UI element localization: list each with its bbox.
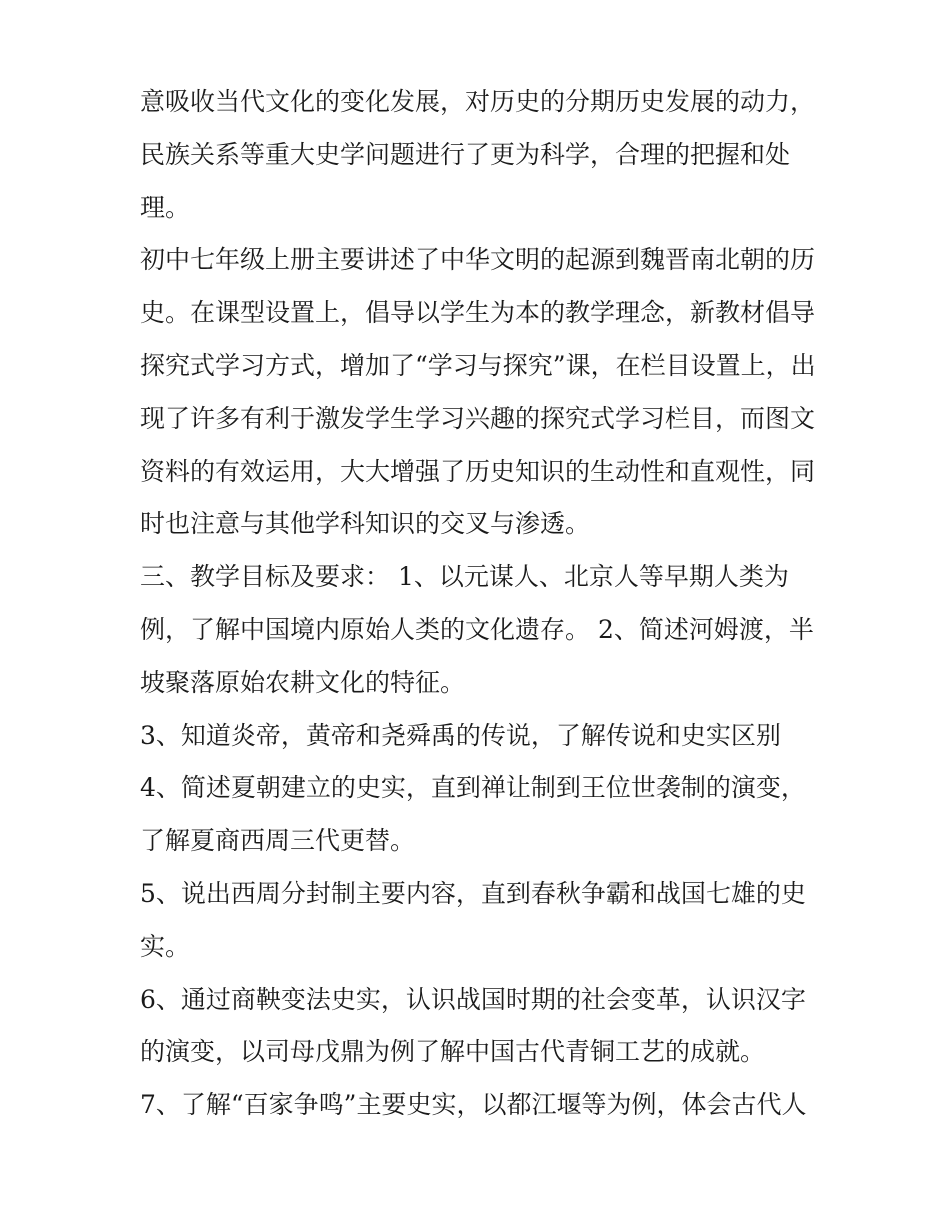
text-line: 意吸收当代文化的变化发展，对历史的分期历史发展的动力， (140, 87, 816, 116)
body-text (140, 76, 830, 1132)
text-line: 3、知道炎帝，黄帝和尧舜禹的传说，了解传说和史实区别 (140, 720, 781, 750)
text-line: 坡聚落原始农耕文化的特征。 (140, 667, 466, 697)
text-line: 6、通过商鞅变法史实，认识战国时期的社会变革，认识汉字 (140, 984, 806, 1014)
text-line: 实。 (140, 931, 191, 961)
text-line: 初中七年级上册主要讲述了中华文明的起源到魏晋南北朝的历 (140, 245, 816, 275)
text-line: 了解夏商西周三代更替。 (140, 826, 416, 856)
text-line: 的演变，以司母戊鼎为例了解中国古代青铜工艺的成就。 (140, 1037, 766, 1067)
text-line: 三、教学目标及要求： 1、以元谋人、北京人等早期人类为 (140, 562, 789, 592)
text-line: 探究式学习方式，增加了“学习与探究”课，在栏目设置上，出 (140, 350, 816, 380)
text-line: 民族关系等重大史学问题进行了更为科学，合理的把握和处 (140, 139, 791, 169)
text-line: 5、说出西周分封制主要内容，直到春秋争霸和战国七雄的史 (140, 878, 806, 908)
text-line: 理。 (140, 192, 191, 222)
text-line: 史。在课型设置上，倡导以学生为本的教学理念，新教材倡导 (140, 298, 816, 328)
text-line: 资料的有效运用，大大增强了历史知识的生动性和直观性，同 (140, 456, 816, 486)
text-line: 7、了解“百家争鸣”主要史实，以都江堰等为例，体会古代人 (140, 1090, 807, 1120)
text-line: 例，了解中国境内原始人类的文化遗存。 2、简述河姆渡，半 (140, 614, 814, 644)
text-line: 时也注意与其他学科知识的交叉与渗透。 (140, 509, 591, 539)
text-line: 现了许多有利于激发学生学习兴趣的探究式学习栏目，而图文 (140, 403, 816, 433)
text-line: 4、简述夏朝建立的史实，直到禅让制到王位世袭制的演变， (140, 773, 806, 803)
